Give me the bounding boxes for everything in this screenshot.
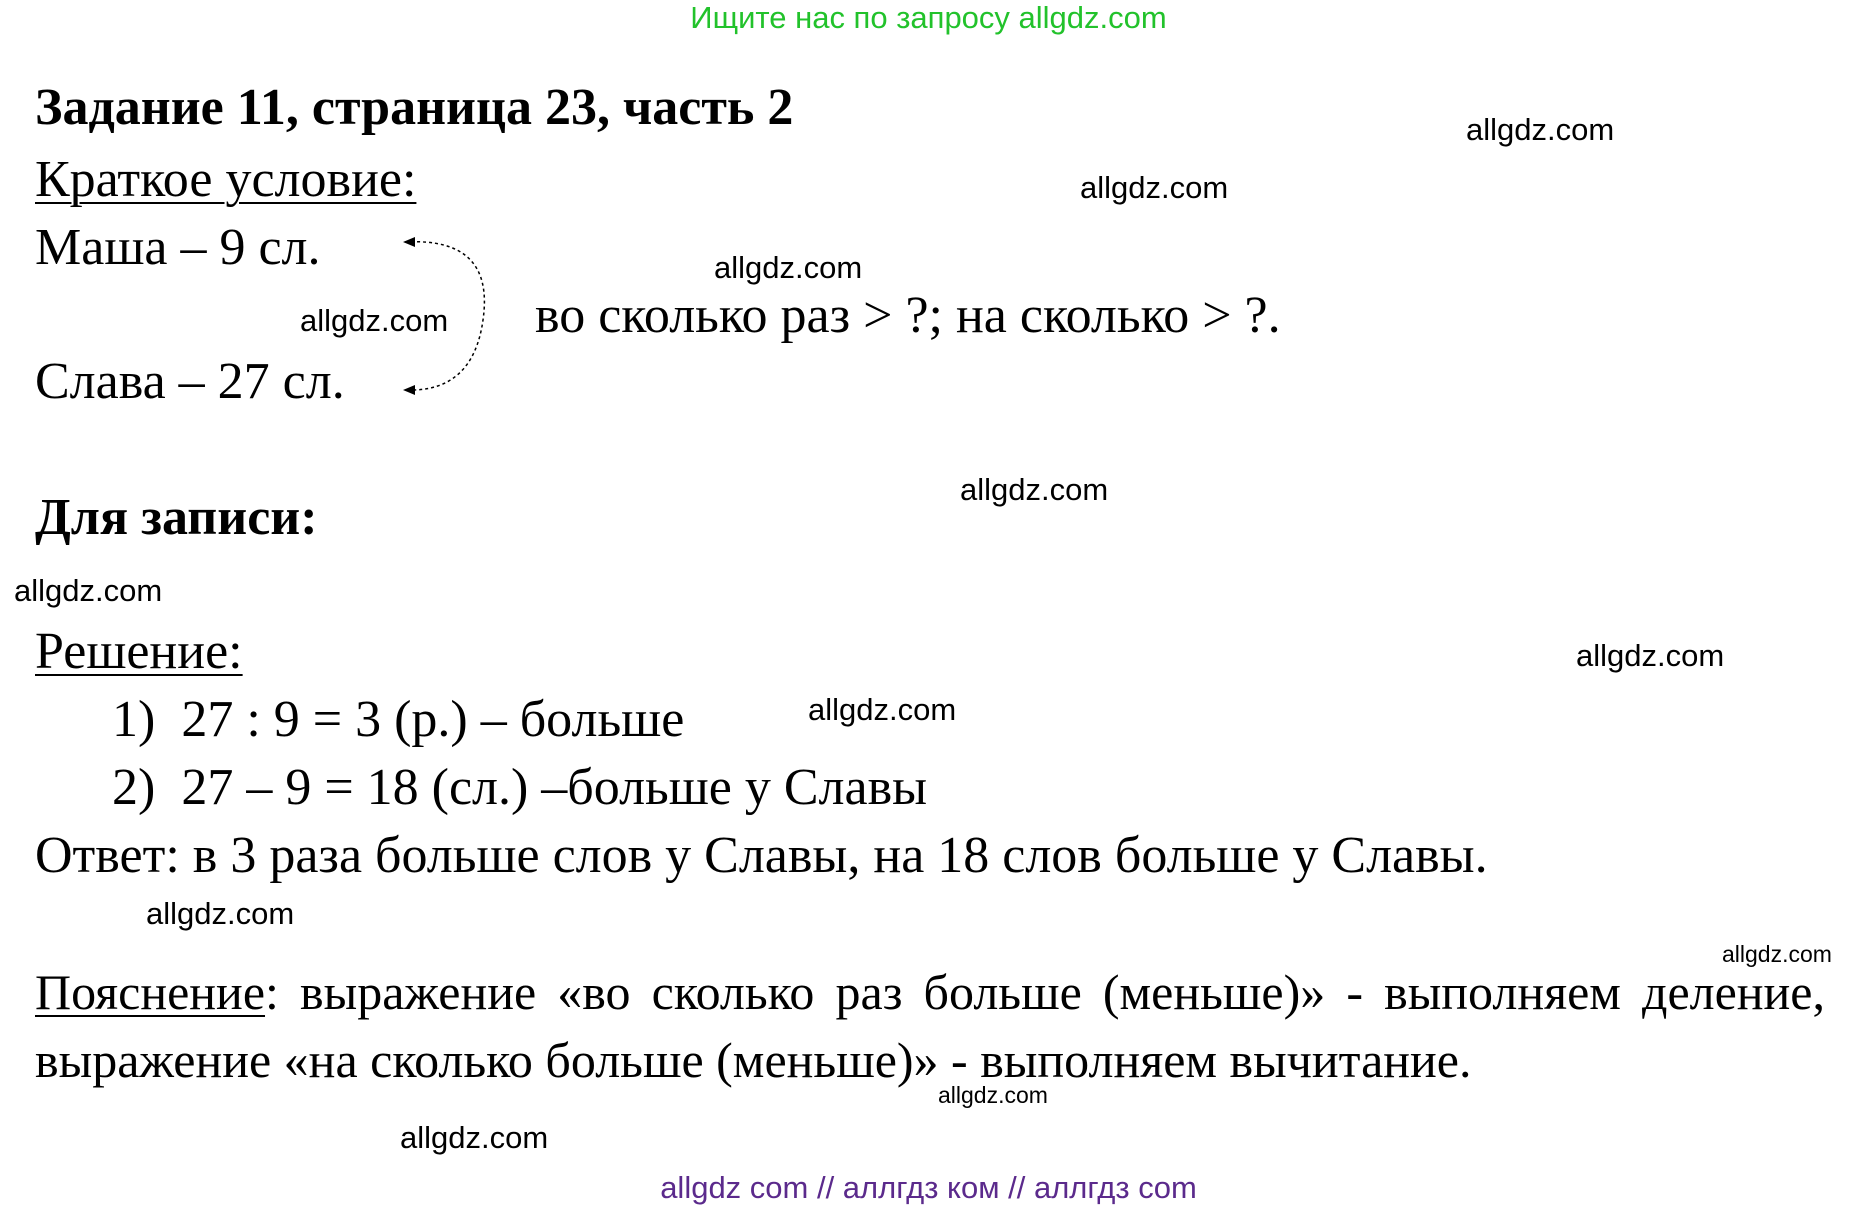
bottom-banner: allgdz com // аллгдз ком // аллгдз com [660, 1170, 1197, 1205]
explanation-text: : выражение «во сколько раз больше (меньше)» - выполняем деление, выражение «на сколько больше (меньше)» - выполняем вычитание. [35, 964, 1825, 1088]
watermark: allgdz.com [960, 472, 1109, 507]
top-banner: Ищите нас по запросу allgdz.com [690, 0, 1167, 35]
solution-step-1: 1) 27 : 9 = 3 (р.) – больше [112, 691, 685, 748]
answer-line: Ответ: в 3 раза больше слов у Славы, на 18 слов больше у Славы. [35, 827, 1488, 884]
watermark: allgdz.com [938, 1082, 1048, 1108]
condition-slava: Слава – 27 сл. [35, 353, 345, 410]
solution-heading: Решение: [35, 623, 243, 680]
arrow-head-top [403, 237, 415, 247]
watermark: allgdz.com [14, 573, 163, 608]
watermark: allgdz.com [1576, 638, 1725, 673]
condition-question: во сколько раз > ?; на сколько > ?. [535, 287, 1281, 344]
short-condition-heading: Краткое условие: [35, 151, 417, 208]
explanation-paragraph [35, 958, 1825, 1094]
solution-step-2: 2) 27 – 9 = 18 (сл.) –больше у Славы [112, 759, 928, 816]
explanation-label: Пояснение [35, 964, 266, 1020]
for-record-heading: Для записи: [35, 489, 318, 546]
watermark: allgdz.com [1080, 170, 1229, 205]
watermark: allgdz.com [808, 692, 957, 727]
page-title: Задание 11, страница 23, часть 2 [35, 79, 794, 136]
watermark: allgdz.com [1722, 941, 1832, 967]
condition-masha: Маша – 9 сл. [35, 219, 321, 276]
arrow-head-bottom [403, 385, 415, 395]
watermark: allgdz.com [714, 250, 863, 285]
watermark: allgdz.com [400, 1120, 549, 1155]
watermark: allgdz.com [146, 896, 295, 931]
watermark: allgdz.com [300, 303, 449, 338]
watermark: allgdz.com [1466, 112, 1615, 147]
